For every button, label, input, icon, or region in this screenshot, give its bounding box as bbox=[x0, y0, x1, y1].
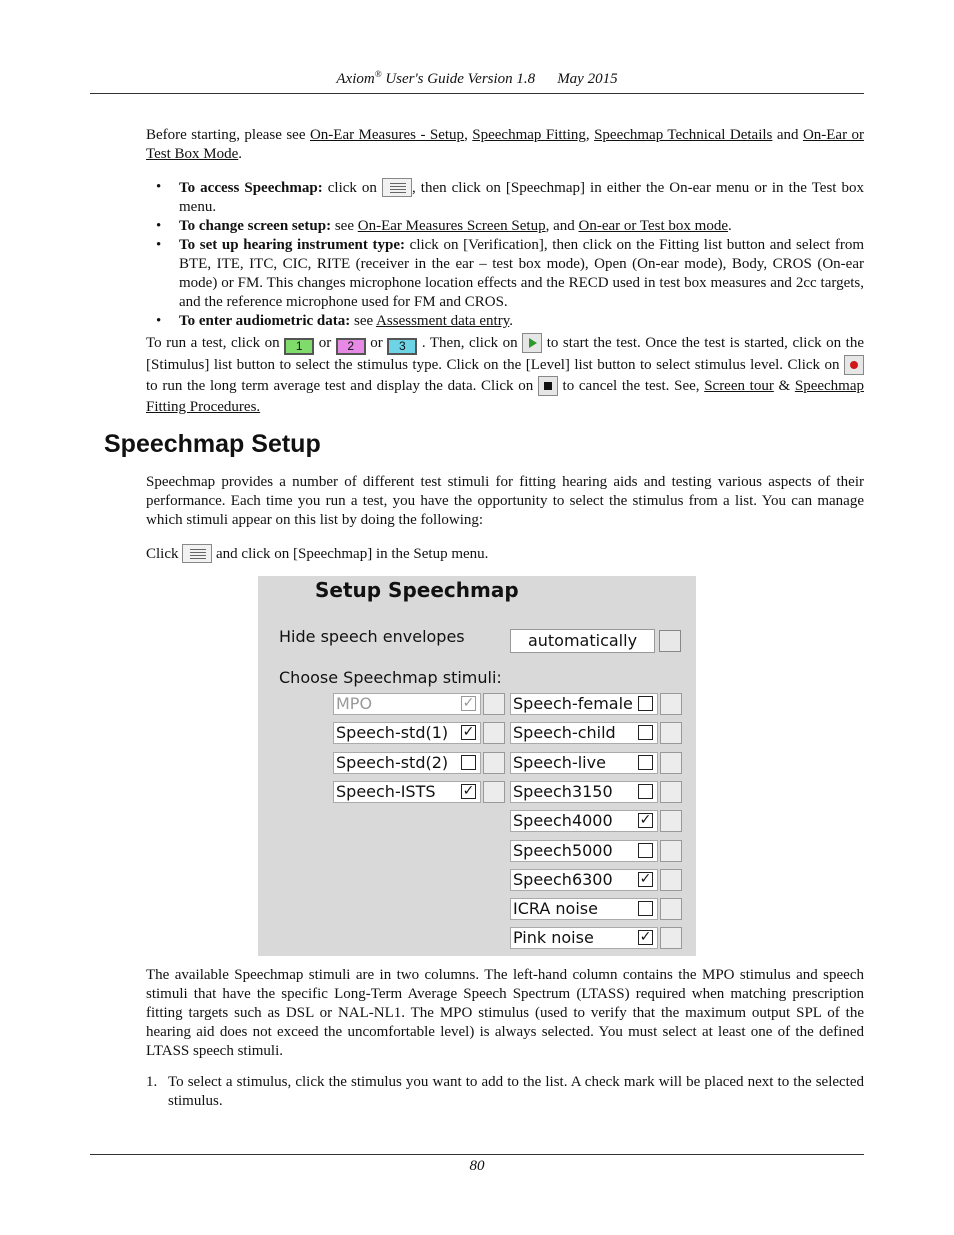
stimulus-toggle-button[interactable] bbox=[660, 927, 682, 949]
play-icon[interactable] bbox=[522, 333, 542, 353]
stimulus-checkbox[interactable] bbox=[638, 755, 653, 770]
bullet-bold: To change screen setup: bbox=[179, 218, 332, 234]
stimulus-right-3[interactable] bbox=[510, 781, 658, 803]
setup-paragraph: Speechmap provides a number of different test stimuli for fitting hearing aids and testing various aspects of their performance. Each time you run a test, you have the opportunity to select the stimulus from a list. You can manage which stimuli appear on this list by doing the following: bbox=[146, 474, 864, 528]
stimulus-right-4[interactable] bbox=[510, 810, 658, 832]
run-text: to run the long term average test and display the data. Click on bbox=[146, 378, 538, 394]
stimulus-checkbox[interactable] bbox=[638, 725, 653, 740]
run-test-paragraph bbox=[146, 333, 864, 418]
bullet-instrument-type bbox=[146, 236, 864, 312]
stimulus-toggle-button[interactable] bbox=[660, 752, 682, 774]
stimulus-toggle-button[interactable] bbox=[483, 781, 505, 803]
setup-speechmap-panel bbox=[258, 576, 696, 956]
header-date: May 2015 bbox=[557, 71, 618, 87]
bullet-dot: • bbox=[156, 179, 162, 195]
link-test-box-mode[interactable]: On-Ear or Test Box Mode bbox=[146, 127, 865, 162]
stimulus-label: Speech6300 bbox=[513, 869, 613, 889]
bullet-dot: • bbox=[156, 218, 162, 234]
stimulus-toggle-button[interactable] bbox=[660, 781, 682, 803]
stimulus-left-0[interactable] bbox=[333, 693, 481, 715]
stimulus-right-1[interactable] bbox=[510, 722, 658, 744]
stimulus-label: Speech-std(2) bbox=[336, 752, 449, 772]
stimulus-label: Speech-ISTS bbox=[336, 781, 436, 801]
stimulus-toggle-button[interactable] bbox=[660, 722, 682, 744]
stimulus-toggle-button[interactable] bbox=[660, 693, 682, 715]
click-line bbox=[146, 544, 864, 564]
test-1-button[interactable]: 1 bbox=[284, 338, 314, 355]
stop-icon[interactable] bbox=[538, 376, 558, 396]
choose-stimuli-label: Choose Speechmap stimuli: bbox=[279, 668, 502, 687]
stimulus-checkbox[interactable] bbox=[638, 901, 653, 916]
bullet-text: see bbox=[350, 313, 377, 329]
test-2-button[interactable]: 2 bbox=[336, 338, 366, 355]
bullet-dot: • bbox=[156, 313, 162, 329]
intro-and: and bbox=[772, 127, 803, 143]
stimulus-checkbox[interactable]: ✓ bbox=[639, 929, 652, 946]
stimulus-left-3[interactable] bbox=[333, 781, 481, 803]
stimulus-label: Speech-female bbox=[513, 694, 633, 713]
intro-comma: , bbox=[585, 127, 595, 143]
run-text: to cancel the test. See, bbox=[557, 378, 705, 394]
stimulus-toggle-button[interactable] bbox=[660, 898, 682, 920]
run-text: To run a test, click on bbox=[146, 335, 285, 351]
link-speechmap-fitting[interactable]: Speechmap Fitting bbox=[472, 127, 586, 143]
stimulus-toggle-button[interactable] bbox=[660, 840, 682, 862]
menu-icon[interactable] bbox=[182, 544, 212, 563]
hide-envelopes-dropdown-button[interactable] bbox=[659, 630, 681, 652]
intro-paragraph bbox=[146, 126, 864, 164]
stimulus-toggle-button[interactable] bbox=[483, 722, 505, 744]
stimulus-checkbox[interactable]: ✓ bbox=[462, 695, 475, 711]
bullet-text: , and bbox=[545, 218, 579, 234]
stimulus-label: Speech-live bbox=[513, 752, 606, 772]
bullet-bold: To access Speechmap: bbox=[179, 180, 323, 196]
stimulus-label: Speech3150 bbox=[513, 781, 613, 801]
stimulus-checkbox[interactable]: ✓ bbox=[462, 724, 475, 741]
link-screen-setup[interactable]: On-Ear Measures Screen Setup bbox=[357, 218, 546, 234]
bullet-text: , then click on [Speechmap] in either the On-ear menu or in the Test box menu. bbox=[179, 180, 865, 215]
stimulus-right-5[interactable] bbox=[510, 840, 658, 862]
page-number: 80 bbox=[469, 1158, 485, 1174]
stimulus-right-2[interactable] bbox=[510, 752, 658, 774]
hide-envelopes-label: Hide speech envelopes bbox=[279, 627, 465, 646]
run-text: & bbox=[773, 378, 795, 394]
bullet-text: . bbox=[728, 218, 732, 234]
bullet-bold: To enter audiometric data: bbox=[179, 313, 351, 329]
header-reg: ® bbox=[374, 69, 382, 79]
click-text: and click on [Speechmap] in the Setup menu. bbox=[212, 546, 489, 562]
stimulus-label: Pink noise bbox=[513, 928, 594, 948]
stimulus-right-6[interactable] bbox=[510, 869, 658, 891]
bullet-text: click on [Verification], then click on the Fitting list button and select from BTE, ITE, ITC, CIC, RITE (receiver in the ear – test box mode), Open (On-ear mode), Body, CROS (On-ear mode) or FM. This changes microphone location effects and the RECD used in test box measures and 2cc targets, and the reference microphone used for FM and CROS. bbox=[179, 237, 864, 310]
stimulus-toggle-button[interactable] bbox=[660, 810, 682, 832]
bullet-text: . bbox=[509, 313, 513, 329]
bullet-text: see bbox=[331, 218, 358, 234]
bullet-audiometric bbox=[146, 312, 864, 331]
link-on-ear-setup[interactable]: On-Ear Measures - Setup bbox=[309, 127, 465, 143]
intro-text: Before starting, please see bbox=[146, 127, 310, 143]
link-test-box-mode-2[interactable]: On-ear or Test box mode bbox=[578, 218, 728, 234]
footer-rule bbox=[90, 1154, 864, 1155]
stimuli-paragraph: The available Speechmap stimuli are in two columns. The left-hand column contains the MPO stimulus and speech stimuli that have the specific Long-Term Average Speech Spectrum (LTASS) required when matching prescription fitting targets such as DSL or NAL-NL1. The MPO stimulus (used to verify that the maximum output SPL of the hearing aid does not exceed the uncomfortable level) is always selected. You must select at least one of the defined LTASS speech stimuli. bbox=[146, 967, 864, 1059]
stimulus-label: Speech5000 bbox=[513, 840, 613, 860]
page-header bbox=[90, 69, 864, 88]
test-3-button[interactable]: 3 bbox=[387, 338, 417, 355]
step-1 bbox=[146, 1073, 864, 1111]
stimulus-left-2[interactable] bbox=[333, 752, 481, 774]
stimulus-right-0[interactable] bbox=[510, 693, 658, 715]
stimulus-label: Speech-std(1) bbox=[336, 723, 449, 743]
stimulus-label: Speech4000 bbox=[513, 811, 613, 831]
intro-comma: , bbox=[464, 127, 473, 143]
stimulus-checkbox[interactable] bbox=[638, 843, 653, 858]
run-text: to start the test. Once the test is started, click on the [Stimulus] list button to select the stimulus type. Click on the [Level] list button to select stimulus level. Click on bbox=[146, 335, 865, 373]
click-text: Click bbox=[146, 546, 183, 562]
hide-envelopes-select[interactable]: automatically bbox=[510, 629, 655, 653]
stimulus-right-8[interactable] bbox=[510, 927, 658, 949]
bullet-text: click on bbox=[322, 180, 382, 196]
intro-end: . bbox=[238, 146, 243, 162]
stimulus-checkbox[interactable] bbox=[638, 696, 653, 711]
link-speechmap-technical[interactable]: Speechmap Technical Details bbox=[594, 127, 773, 143]
stimulus-label: Speech-child bbox=[513, 723, 616, 743]
header-title: Axiom bbox=[336, 71, 375, 87]
link-fitting-procedures[interactable]: Speechmap Fitting Procedures. bbox=[146, 378, 864, 415]
menu-icon[interactable] bbox=[382, 178, 412, 197]
stimulus-right-7[interactable] bbox=[510, 898, 658, 920]
section-title: Speechmap Setup bbox=[104, 430, 321, 458]
bullet-screen-setup bbox=[146, 217, 864, 236]
stimulus-label: ICRA noise bbox=[513, 899, 598, 919]
stimulus-toggle-button[interactable] bbox=[483, 752, 505, 774]
stimulus-checkbox[interactable]: ✓ bbox=[639, 812, 652, 829]
panel-title: Setup Speechmap bbox=[315, 578, 519, 602]
header-rest: User's Guide Version 1.8 bbox=[381, 71, 536, 87]
stimulus-checkbox[interactable]: ✓ bbox=[462, 782, 475, 799]
run-text: . Then, click on bbox=[417, 335, 523, 351]
link-screen-tour[interactable]: Screen tour bbox=[704, 378, 774, 394]
step-text: To select a stimulus, click the stimulus you want to add to the list. A check mark will be placed next to the selected stimulus. bbox=[168, 1074, 864, 1109]
bullet-dot: • bbox=[156, 237, 162, 253]
run-text: or bbox=[365, 335, 388, 351]
bullet-access bbox=[146, 178, 864, 217]
stimulus-label: MPO bbox=[336, 694, 373, 713]
link-assessment-data[interactable]: Assessment data entry bbox=[376, 313, 510, 329]
run-text: or bbox=[314, 335, 336, 351]
record-icon[interactable] bbox=[844, 355, 864, 375]
stimulus-checkbox[interactable]: ✓ bbox=[639, 870, 652, 887]
stimulus-toggle-button[interactable] bbox=[660, 869, 682, 891]
stimulus-toggle-button[interactable] bbox=[483, 693, 505, 715]
stimulus-left-1[interactable] bbox=[333, 722, 481, 744]
bullet-bold: To set up hearing instrument type: bbox=[179, 237, 406, 253]
header-rule bbox=[90, 93, 864, 94]
stimulus-checkbox[interactable] bbox=[461, 755, 476, 770]
step-number: 1. bbox=[146, 1074, 158, 1090]
stimulus-checkbox[interactable] bbox=[638, 784, 653, 799]
